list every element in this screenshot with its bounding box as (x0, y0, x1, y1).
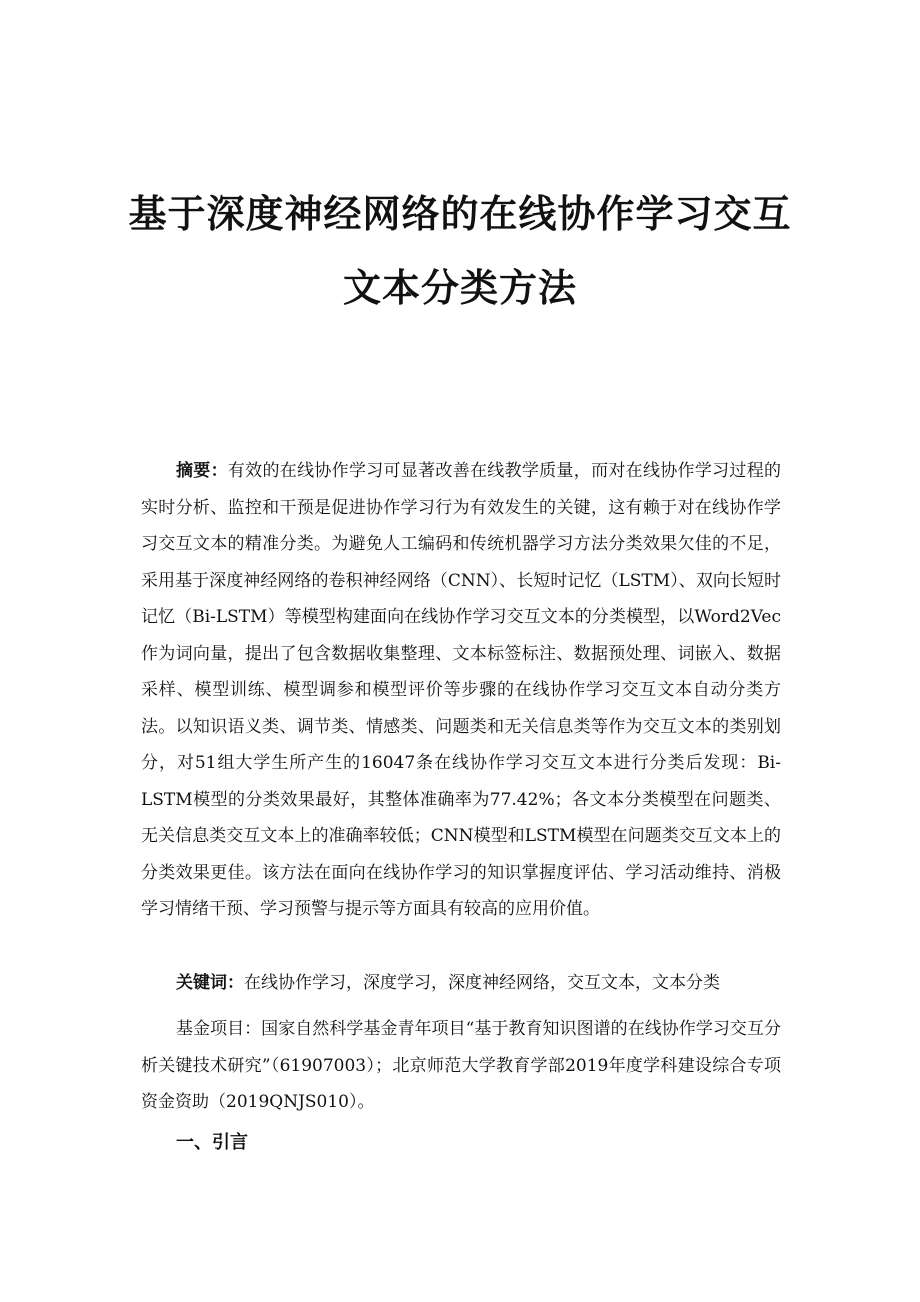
abstract-label: 摘要： (176, 461, 228, 481)
fund-paragraph (141, 1011, 781, 1121)
section-heading-introduction: 一、引言 (176, 1132, 248, 1153)
paper-title-line-2: 文本分类方法 (342, 266, 577, 310)
keywords-text: 在线协作学习，深度学习，深度神经网络，交互文本，文本分类 (244, 973, 720, 993)
abstract-paragraph (141, 453, 781, 928)
fund-text: 基金项目：国家自然科学基金青年项目“基于教育知识图谱的在线协作学习交互分析关键技术研究”（61907003）；北京师范大学教育学部2019年度学科建设综合专项资金资助（2019QNJS010）。 (141, 1019, 781, 1112)
keywords-label: 关键词： (176, 973, 244, 993)
paper-title-line-1: 基于深度神经网络的在线协作学习交互 (128, 192, 792, 236)
abstract-text: 有效的在线协作学习可显著改善在线教学质量，而对在线协作学习过程的实时分析、监控和干预是促进协作学习行为有效发生的关键，这有赖于对在线协作学习交互文本的精准分类。为避免人工编码和传统机器学习方法分类效果欠佳的不足，采用基于深度神经网络的卷积神经网络（CNN）、长短时记忆（LSTM）、双向长短时记忆（Bi-LSTM）等模型构建面向在线协作学习交互文本的分类模型，以Word2Vec作为词向量，提出了包含数据收集整理、文本标签标注、数据预处理、词嵌入、数据采样、模型训练、模型调参和模型评价等步骤的在线协作学习交互文本自动分类方法。以知识语义类、调节类、情感类、问题类和无关信息类等作为交互文本的类别划分，对51组大学生所产生的16047条在线协作学习交互文本进行分类后发现：Bi-LSTM模型的分类效果最好，其整体准确率为77.42%；各文本分类模型在问题类、无关信息类交互文本上的准确率较低；CNN模型和LSTM模型在问题类交互文本上的分类效果更佳。该方法在面向在线协作学习的知识掌握度评估、学习活动维持、消极学习情绪干预、学习预警与提示等方面具有较高的应用价值。 (141, 461, 782, 919)
keywords-paragraph (141, 965, 781, 1002)
